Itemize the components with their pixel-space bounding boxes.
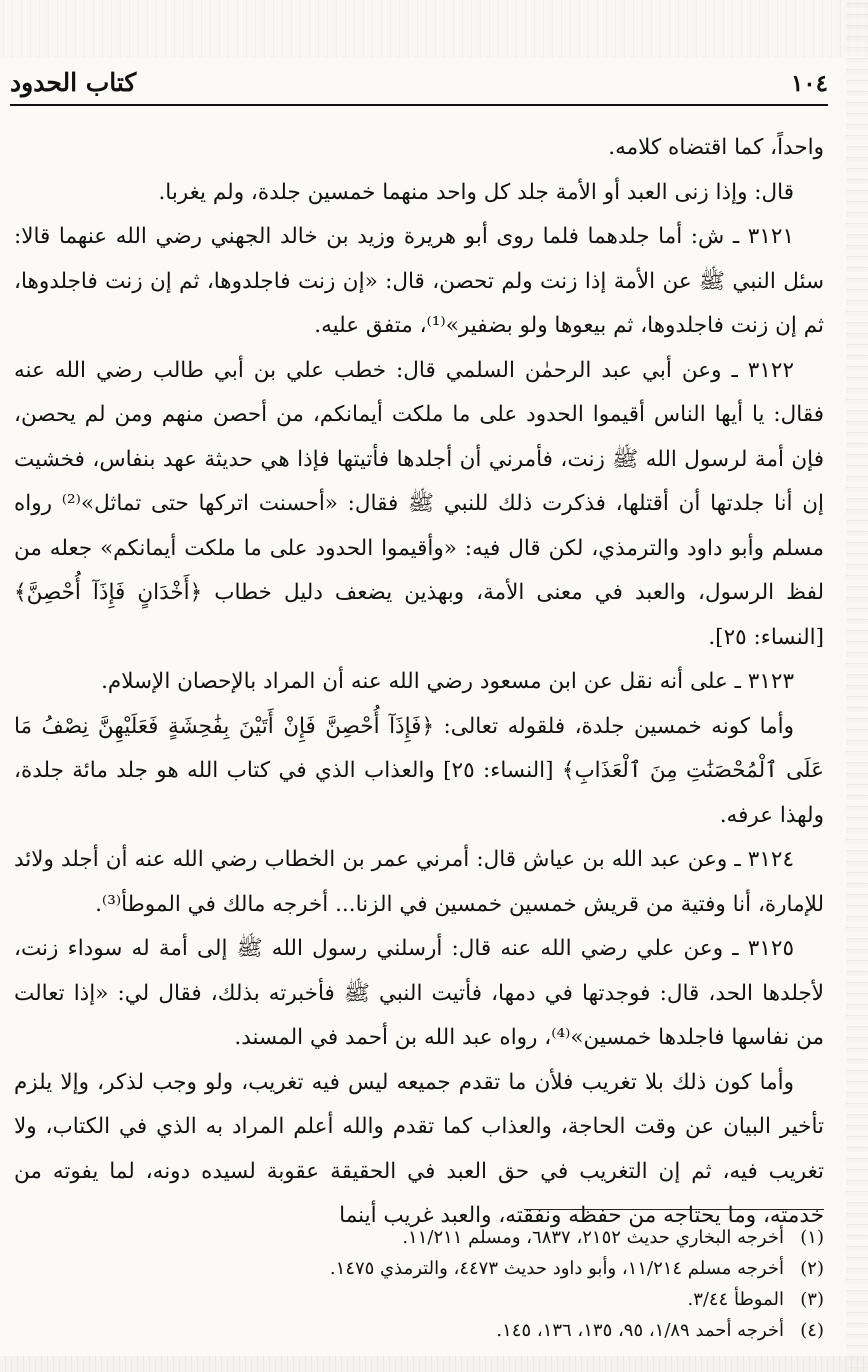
paragraph: ٣١٢١ ـ ش: أما جلدهما فلما روى أبو هريرة وزيد بن خالد الجهني رضي الله عنهما قالا: سئل النبي ﷺ عن الأمة إذا زنت ولم تحصن، قال: «إن زنت فاجلدوها، ثم إن زنت فاجلدوها، ثم إن زنت فاجلدوها، ثم بيعوها ولو بضفير»⁽¹⁾، متفق عليه. (14, 224, 824, 338)
paragraph: ٣١٢٢ ـ وعن أبي عبد الرحمٰن السلمي قال: خطب علي بن أبي طالب رضي الله عنه فقال: يا أيها الناس أقيموا الحدود على ما ملكت أيمانكم، من أحصن منهم ومن لم يحصن، فإن أمة لرسول الله ﷺ زنت، فأمرني أن أجلدها فأتيتها فإذا هي حديثة عهد بنفاس، فخشيت إن أنا جلدتها أن أقتلها، فذكرت ذلك للنبي ﷺ فقال: «أحسنت اتركها حتى تماثل»⁽²⁾ رواه مسلم وأبو داود والترمذي، لكن قال فيه: «وأقيموا الحدود على ما ملكت أيمانكم» جعله من لفظ الرسول، والعبد في معنى الأمة، وبهذين يضعف دليل خطاب ﴿أَخْدَانٍ فَإِذَآ أُحْصِنَّ﴾ [النساء: ٢٥]. (14, 357, 824, 650)
footnotes (14, 1222, 824, 1346)
scan-edge-right (846, 0, 868, 1372)
footnote-number: (٢) (800, 1258, 824, 1279)
paragraph: قال: وإذا زنى العبد أو الأمة جلد كل واحد منهما خمسين جلدة، ولم يغربا. (158, 179, 794, 205)
main-text (14, 126, 824, 1239)
footnote-text: أخرجه مسلم ١١/٢١٤، وأبو داود حديث ٤٤٧٣، والترمذي ١٤٧٥. (329, 1258, 784, 1279)
footnote-text: أخرجه البخاري حديث ٢١٥٢، ٦٨٣٧، ومسلم ١١/٢١١. (402, 1227, 784, 1248)
paragraph: ٣١٢٤ ـ وعن عبد الله بن عياش قال: أمرني عمر بن الخطاب رضي الله عنه أن أجلد ولائد للإمارة، أنا وفتية من قريش خمسين خمسين في الزنا... أخرجه مالك في الموطأ⁽³⁾. (14, 847, 824, 917)
footnote (14, 1253, 824, 1284)
footnote-separator (524, 1209, 824, 1210)
scan-edge-bottom (0, 1356, 868, 1372)
scan-edge-top (0, 0, 868, 58)
footnote (14, 1284, 824, 1315)
paragraph: ٣١٢٥ ـ وعن علي رضي الله عنه قال: أرسلني رسول الله ﷺ إلى أمة له سوداء زنت، لأجلدها الحد، قال: فوجدتها في دمها، فأتيت النبي ﷺ فأخبرته بذلك، فقال لي: «إذا تعالت من نفاسها فاجلدها خمسين»⁽⁴⁾، رواه عبد الله بن أحمد في المسند. (14, 936, 824, 1050)
footnote (14, 1222, 824, 1253)
paragraph: وأما كونه خمسين جلدة، فلقوله تعالى: ﴿فَإِذَآ أُحْصِنَّ فَإِنْ أَتَيْنَ بِفَٰحِشَةٍ فَعَلَيْهِنَّ نِصْفُ مَا عَلَى ٱلْمُحْصَنَٰتِ مِنَ ٱلْعَذَابِ﴾ [النساء: ٢٥] والعذاب الذي في كتاب الله هو جلد مائة جلدة، ولهذا عرفه. (14, 713, 824, 828)
paragraph: واحداً، كما اقتضاه كلامه. (608, 135, 824, 160)
footnote-text: أخرجه أحمد ١/٨٩، ٩٥، ١٣٥، ١٣٦، ١٤٥. (496, 1320, 784, 1341)
chapter-title: كتاب الحدود (10, 68, 137, 97)
footnote (14, 1315, 824, 1346)
footnote-text: الموطأ ٣/٤٤. (687, 1289, 784, 1310)
footnote-number: (٤) (800, 1320, 824, 1341)
footnote-number: (١) (800, 1227, 824, 1248)
page-number: ١٠٤ (790, 70, 828, 97)
paragraph: وأما كون ذلك بلا تغريب فلأن ما تقدم جميعه ليس فيه تغريب، ولو وجب لذكر، وإلا يلزم تأخير البيان عن وقت الحاجة، والعذاب كما تقدم والله أعلم المراد به الذي في الكتاب، ولا تغريب فيه، ثم إن التغريب في حق العبد في الحقيقة عقوبة لسيده دونه، لما يفوته من خدمته، وما يحتاجه من حفظه ونفقته، والعبد غريب أينما (14, 1069, 824, 1228)
header-rule (10, 104, 828, 106)
running-header (10, 60, 828, 106)
paragraph: ٣١٢٣ ـ على أنه نقل عن ابن مسعود رضي الله عنه أن المراد بالإحصان الإسلام. (101, 669, 794, 694)
footnote-number: (٣) (800, 1289, 824, 1310)
